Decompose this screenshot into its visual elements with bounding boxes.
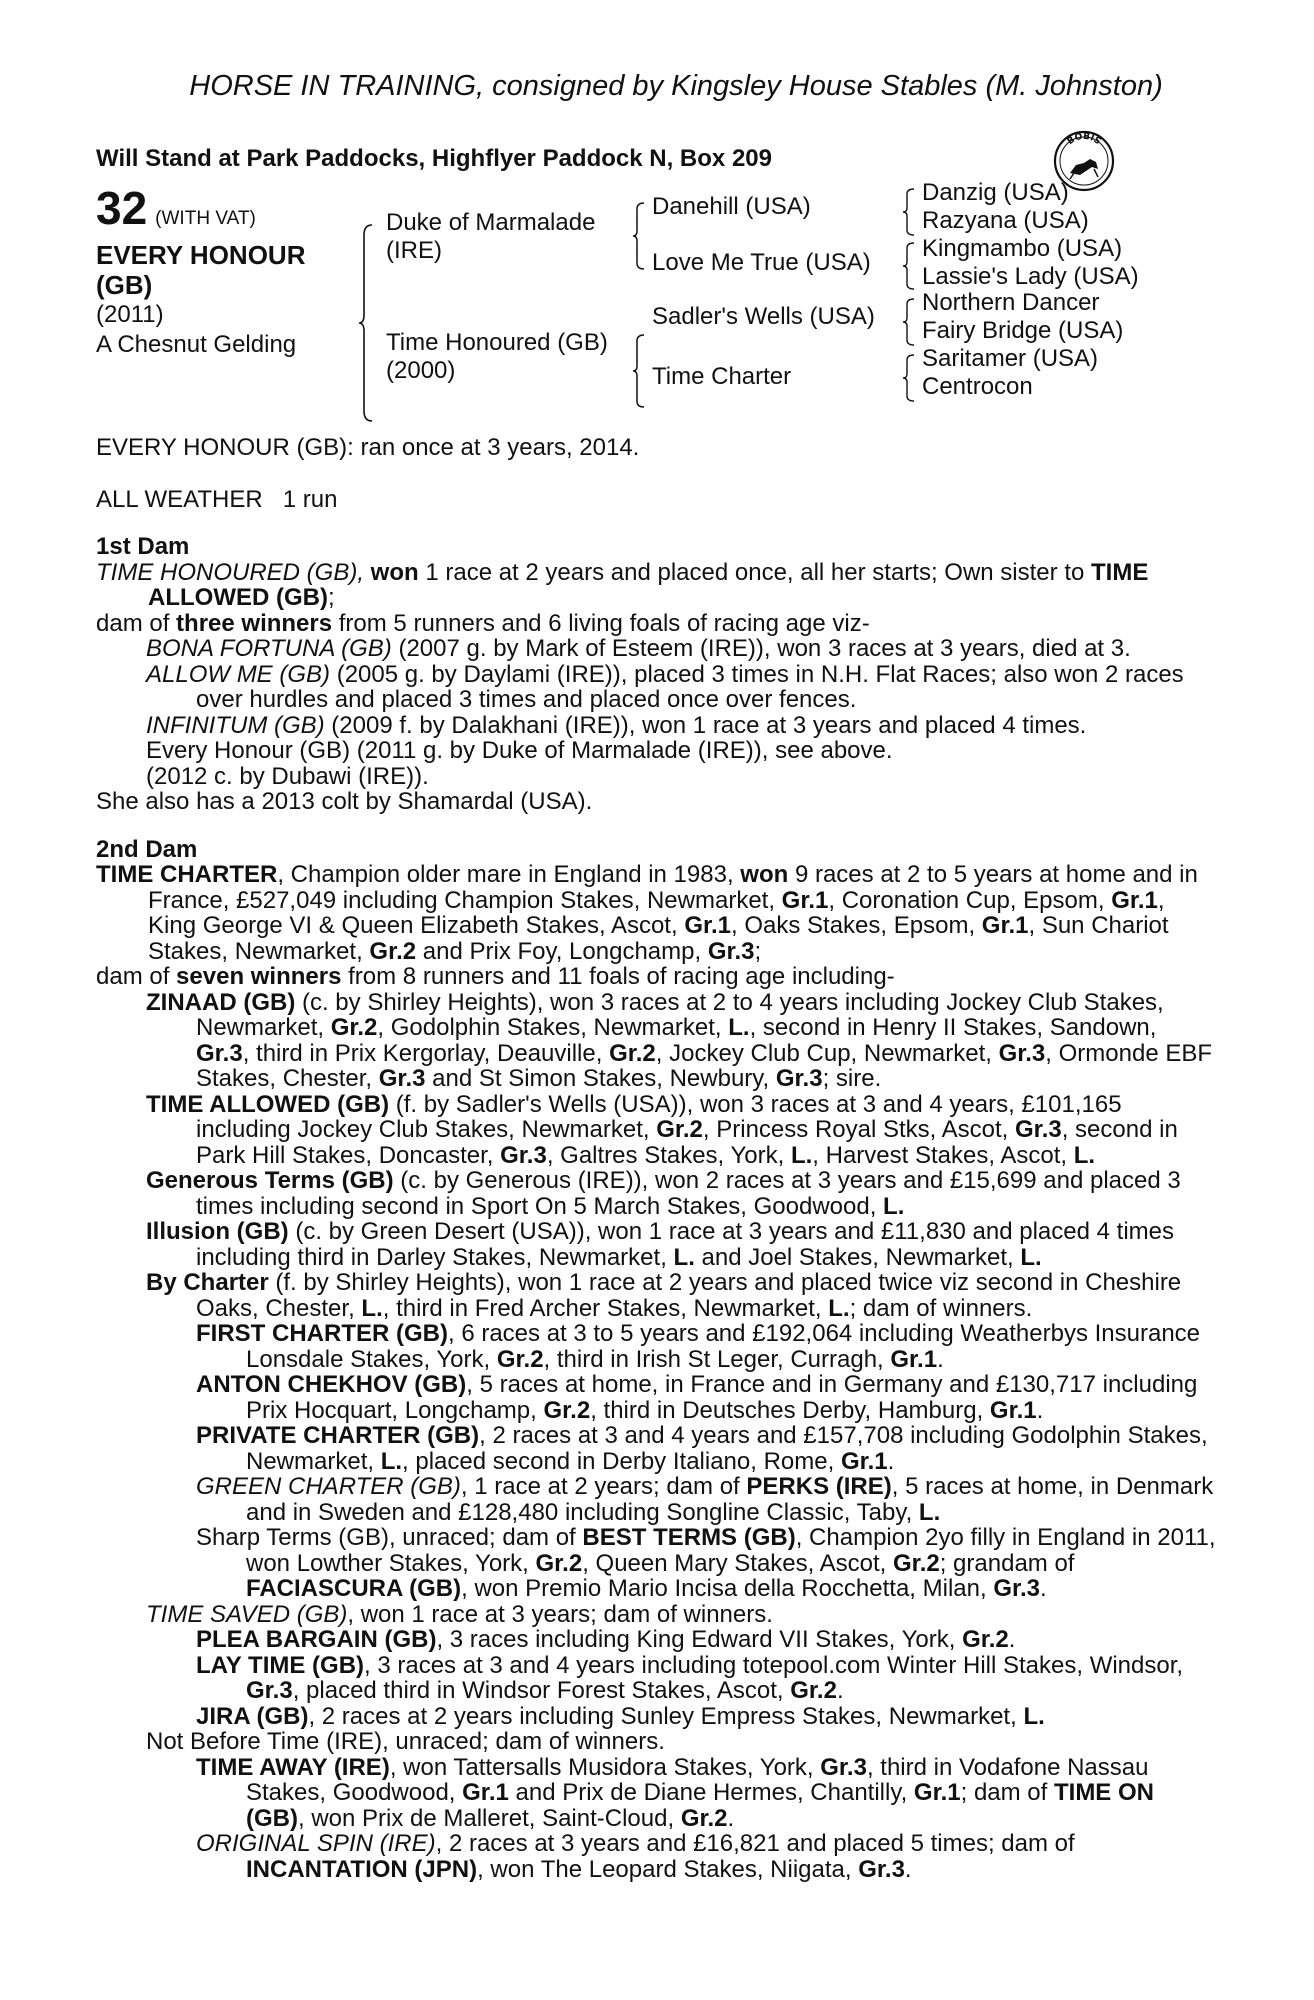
dam-dam-sire: Saritamer (USA) bbox=[922, 345, 1099, 372]
race-summary bbox=[96, 435, 1216, 512]
horse-name-suffix: (GB) bbox=[96, 270, 153, 300]
horse-name: EVERY HONOUR bbox=[96, 240, 306, 270]
second-dam-entry: GREEN CHARTER (GB), 1 race at 2 years; dam of PERKS (IRE), 5 races at home, in Denmark and in Sweden and £128,480 including Songline Classic, Taby, L. bbox=[196, 1473, 1214, 1526]
first-dam-section bbox=[96, 534, 1216, 815]
all-weather-value: 1 run bbox=[282, 485, 338, 513]
first-dam-entry: Every Honour (GB) (2011 g. by Duke of Marmalade (IRE)), see above. bbox=[146, 737, 893, 764]
second-dam-entry: Generous Terms (GB) (c. by Generous (IRE)), won 2 races at 3 years and £15,699 and placed 3 times including second in Sport On 5 March Stakes, Goodwood, L. bbox=[146, 1167, 1181, 1220]
first-dam-lines bbox=[96, 560, 1216, 815]
second-dam-entry: FIRST CHARTER (GB), 6 races at 3 to 5 years and £192,064 including Weatherbys Insurance Lonsdale Stakes, York, Gr.2, third in Irish St Leger, Curragh, Gr.1. bbox=[196, 1320, 1201, 1373]
sire-suffix: (IRE) bbox=[386, 237, 442, 264]
dam-name: Time Honoured (GB) bbox=[386, 329, 608, 356]
page-title: HORSE IN TRAINING, consigned by Kingsley House Stables (M. Johnston) bbox=[189, 70, 1163, 102]
second-dam-entry: dam of seven winners from 8 runners and 11 foals of racing age including- bbox=[96, 963, 895, 990]
second-dam-entry: TIME AWAY (IRE), won Tattersalls Musidora Stakes, York, Gr.3, third in Vodafone Nassau Stakes, Goodwood, Gr.1 and Prix de Diane Hermes, Chantilly, Gr.1; dam of TIME ON (GB), won Prix de Malleret, Saint-Cloud, Gr.2. bbox=[196, 1753, 1154, 1832]
first-dam-entry: (2012 c. by Dubawi (IRE)). bbox=[146, 762, 429, 790]
logo-text: BOBIS bbox=[1065, 131, 1103, 148]
second-dam-entry: Not Before Time (IRE), unraced; dam of winners. bbox=[146, 1728, 665, 1755]
sire-sire-dam: Razyana (USA) bbox=[922, 207, 1089, 234]
pedigree-brace-dam bbox=[632, 333, 646, 409]
second-dam-entry: By Charter (f. by Shirley Heights), won 1 race at 2 years and placed twice viz second in Cheshire Oaks, Chester, L., third in Fred Archer Stakes, Newmarket, L.; dam of winners. bbox=[146, 1269, 1182, 1322]
second-dam-entry: PRIVATE CHARTER (GB), 2 races at 3 and 4 years and £157,708 including Godolphin Stakes, Newmarket, L., placed second in Derby Italiano, Rome, Gr.1. bbox=[196, 1422, 1208, 1475]
dam-sire-sire: Northern Dancer bbox=[922, 289, 1100, 316]
pedigree-brace-ss bbox=[902, 187, 916, 237]
first-dam-entry: BONA FORTUNA (GB) (2007 g. by Mark of Esteem (IRE)), won 3 races at 3 years, died at 3. bbox=[146, 635, 1131, 662]
second-dam-entry: LAY TIME (GB), 3 races at 3 and 4 years including totepool.com Winter Hill Stakes, Windsor, Gr.3, placed third in Windsor Forest Stakes, Ascot, Gr.2. bbox=[196, 1651, 1184, 1704]
horse-description: A Chesnut Gelding bbox=[96, 331, 297, 358]
sire-sire-sire: Danzig (USA) bbox=[922, 179, 1069, 206]
dam-sire-dam: Fairy Bridge (USA) bbox=[922, 317, 1124, 344]
vat-label: (WITH VAT) bbox=[155, 208, 256, 229]
second-dam-entry: TIME SAVED (GB), won 1 race at 3 years; dam of winners. bbox=[146, 1600, 773, 1628]
first-dam-entry: INFINITUM (GB) (2009 f. by Dalakhani (IRE)), won 1 race at 3 years and placed 4 times. bbox=[146, 711, 1087, 739]
second-dam-entry: Illusion (GB) (c. by Green Desert (USA)), won 1 race at 3 years and £11,830 and placed 4 times including third in Darley Stakes, Newmarket, L. and Joel Stakes, Newmarket, L. bbox=[146, 1218, 1174, 1271]
second-dam-entry: TIME CHARTER, Champion older mare in England in 1983, won 9 races at 2 to 5 years at home and in France, £527,049 including Champion Stakes, Newmarket, Gr.1, Coronation Cup, Epsom, Gr.1, King George VI & Queen Elizabeth Stakes, Ascot, Gr.1, Oaks Stakes, Epsom, Gr.1, Sun Chariot Stakes, Newmarket, Gr.2 and Prix Foy, Longchamp, Gr.3; bbox=[96, 861, 1198, 965]
second-dam-entry: TIME ALLOWED (GB) (f. by Sadler's Wells (USA)), won 3 races at 3 and 4 years, £101,165 including Jockey Club Stakes, Newmarket, Gr.2, Princess Royal Stks, Ascot, Gr.3, second in Park Hill Stakes, Doncaster, Gr.3, Galtres Stakes, York, L., Harvest Stakes, Ascot, L. bbox=[146, 1090, 1178, 1169]
second-dam-heading: 2nd Dam bbox=[96, 835, 198, 863]
dam-dam-dam: Centrocon bbox=[922, 373, 1033, 400]
sire-name: Duke of Marmalade bbox=[386, 209, 596, 236]
summary-line: EVERY HONOUR (GB): ran once at 3 years, 2014. bbox=[96, 434, 640, 461]
lot-info bbox=[96, 182, 346, 360]
second-dam-lines bbox=[96, 862, 1216, 1882]
lot-number: 32 bbox=[96, 182, 148, 234]
second-dam-section bbox=[96, 837, 1216, 1883]
stand-text: Will Stand at Park Paddocks, Highflyer Paddock N, Box 209 bbox=[96, 145, 772, 172]
second-dam-entry: Sharp Terms (GB), unraced; dam of BEST TERMS (GB), Champion 2yo filly in England in 2011, won Lowther Stakes, York, Gr.2, Queen Mary Stakes, Ascot, Gr.2; grandam of FACIASCURA (GB), won Premio Mario Incisa della Rocchetta, Milan, Gr.3. bbox=[196, 1524, 1216, 1602]
sire-dam: Love Me True (USA) bbox=[652, 249, 871, 276]
second-dam-entry: ANTON CHEKHOV (GB), 5 races at home, in France and in Germany and £130,717 including Prix Hocquart, Longchamp, Gr.2, third in Deutsches Derby, Hamburg, Gr.1. bbox=[196, 1371, 1198, 1424]
dam-sire: Sadler's Wells (USA) bbox=[652, 303, 875, 330]
pedigree-brace-main bbox=[358, 223, 376, 423]
all-weather-label: ALL WEATHER bbox=[96, 485, 263, 513]
first-dam-entry: She also has a 2013 colt by Shamardal (USA). bbox=[96, 788, 593, 815]
sire-sire: Danehill (USA) bbox=[652, 193, 811, 220]
pedigree-brace-sire bbox=[632, 201, 646, 271]
pedigree-brace-dd bbox=[902, 353, 916, 403]
sire-dam-dam: Lassie's Lady (USA) bbox=[922, 263, 1139, 290]
second-dam-entry: JIRA (GB), 2 races at 2 years including Sunley Empress Stakes, Newmarket, L. bbox=[196, 1702, 1045, 1730]
foaling-year: (2011) bbox=[96, 301, 164, 328]
first-dam-heading: 1st Dam bbox=[96, 533, 190, 560]
first-dam-entry: ALLOW ME (GB) (2005 g. by Daylami (IRE)), placed 3 times in N.H. Flat Races; also won 2 races over hurdles and placed 3 times and placed once over fences. bbox=[146, 660, 1184, 713]
first-dam-entry: TIME HONOURED (GB), won 1 race at 2 years and placed once, all her starts; Own sister to TIME ALLOWED (GB); bbox=[96, 558, 1149, 611]
dam-year: (2000) bbox=[386, 357, 456, 384]
pedigree-brace-sd bbox=[902, 241, 916, 291]
sire-dam-sire: Kingmambo (USA) bbox=[922, 235, 1123, 262]
second-dam-entry: ORIGINAL SPIN (IRE), 2 races at 3 years and £16,821 and placed 5 times; dam of INCANTATION (JPN), won The Leopard Stakes, Niigata, Gr.3. bbox=[196, 1830, 1075, 1883]
first-dam-entry: dam of three winners from 5 runners and 6 living foals of racing age viz- bbox=[96, 609, 870, 637]
dam-dam: Time Charter bbox=[652, 363, 792, 390]
second-dam-entry: PLEA BARGAIN (GB), 3 races including King Edward VII Stakes, York, Gr.2. bbox=[196, 1626, 1016, 1653]
pedigree-table bbox=[96, 179, 1216, 425]
all-weather bbox=[96, 487, 1216, 513]
second-dam-entry: ZINAAD (GB) (c. by Shirley Heights), won 3 races at 2 to 4 years including Jockey Club Stakes, Newmarket, Gr.2, Godolphin Stakes, Newmarket, L., second in Henry II Stakes, Sandown, Gr.3, third in Prix Kergorlay, Deauville, Gr.2, Jockey Club Cup, Newmarket, Gr.3, Ormonde EBF Stakes, Chester, Gr.3 and St Simon Stakes, Newbury, Gr.3; sire. bbox=[146, 988, 1213, 1092]
catalogue-page bbox=[96, 70, 1216, 1882]
pedigree-brace-ds bbox=[902, 297, 916, 347]
